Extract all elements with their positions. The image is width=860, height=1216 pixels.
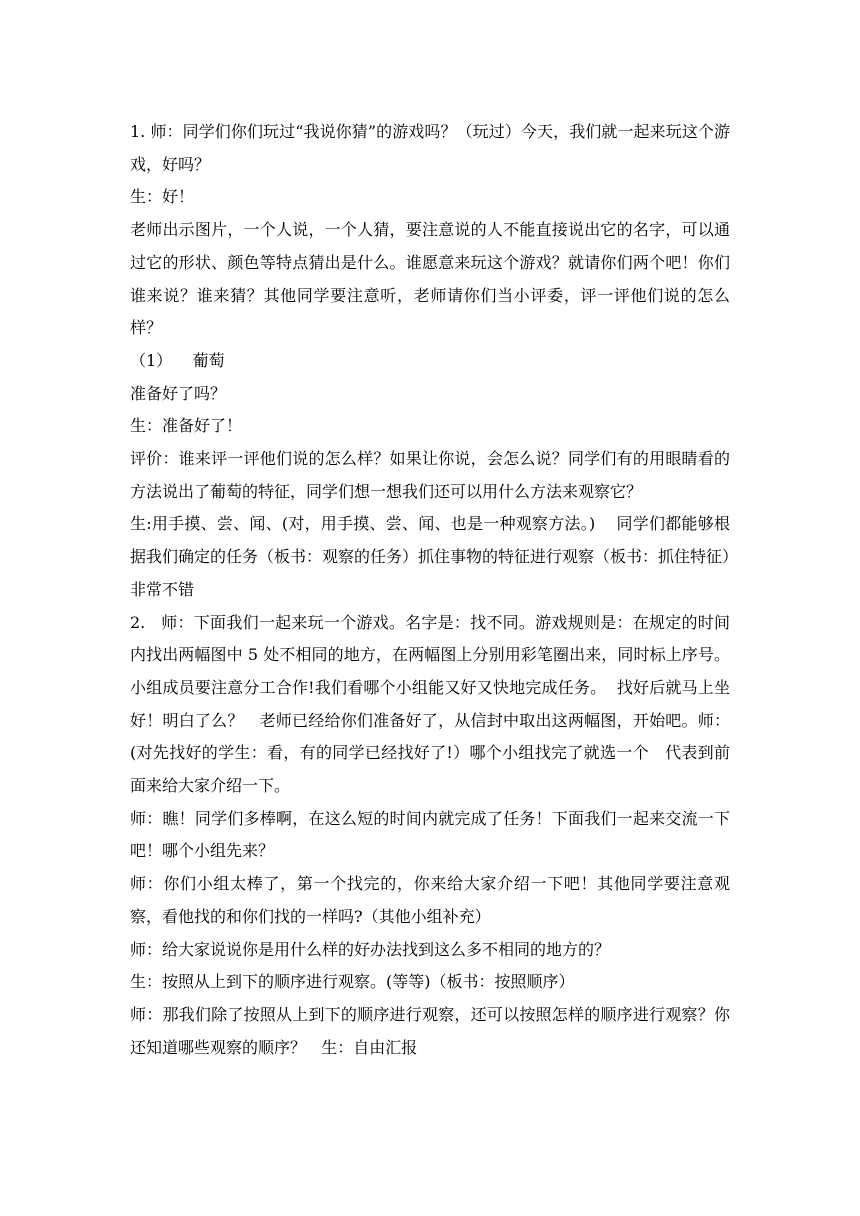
- paragraph-7: 评价：谁来评一评他们说的怎么样？如果让你说，会怎么说？同学们有的用眼睛看的方法说出了葡萄的特征，同学们想一想我们还可以用什么方法来观察它？: [130, 449, 730, 501]
- paragraph-11: 师：你们小组太棒了，第一个找完的，你来给大家介绍一下吧！其他同学要注意观察，看他找的和你们找的一样吗?（其他小组补充）: [130, 874, 730, 926]
- paragraph-4: （1） 葡萄: [130, 350, 225, 370]
- paragraph-3: 老师出示图片，一个人说，一个人猜，要注意说的人不能直接说出它的名字，可以通过它的形状、颜色等特点猜出是什么。谁愿意来玩这个游戏？就请你们两个吧！你们谁来说？谁来猜？其他同学要注意听，老师请你们当小评委，评一评他们说的怎么样？: [130, 220, 730, 338]
- paragraph-13: 生：按照从上到下的顺序进行观察。(等等)（板书：按照顺序）: [130, 972, 575, 992]
- paragraph-14: 师：那我们除了按照从上到下的顺序进行观察，还可以按照怎样的顺序进行观察？你还知道哪些观察的顺序？ 生：自由汇报: [130, 1004, 730, 1057]
- paragraph-9: 2. 师：下面我们一起来玩一个游戏。名字是：找不同。游戏规则是：在规定的时间内找出两幅图中 5 处不相同的地方，在两幅图上分别用彩笔圈出来，同时标上序号。小组成员要注意分工合作!我们看哪个小组能又好又快地完成任务。 找好后就马上坐好！明白了么？ 老师已经给你们准备好了，从信封中取出这两幅图，开始吧。师：(对先找好的学生：看，有的同学已经找好了!）哪个小组找完了就选一个 代表到前面来给大家介绍一下。: [130, 612, 730, 796]
- paragraph-8: 生:用手摸、尝、闻、(对，用手摸、尝、闻、也是一种观察方法。) 同学们都能够根据我们确定的任务（板书：观察的任务）抓住事物的特征进行观察（板书：抓住特征）非常不错: [130, 514, 731, 599]
- paragraph-2: 生：好！: [130, 187, 195, 207]
- paragraph-6: 生：准备好了！: [130, 416, 243, 436]
- document-page: [130, 116, 730, 1064]
- paragraph-5: 准备好了吗？: [130, 383, 227, 403]
- paragraph-10: 师：瞧！同学们多棒啊，在这么短的时间内就完成了任务！下面我们一起来交流一下吧！哪个小组先来？: [130, 808, 730, 861]
- paragraph-12: 师：给大家说说你是用什么样的好办法找到这么多不相同的地方的？: [130, 939, 611, 959]
- paragraph-1: 1. 师：同学们你们玩过“我说你猜”的游戏吗？（玩过）今天，我们就一起来玩这个游戏，好吗？: [130, 122, 730, 174]
